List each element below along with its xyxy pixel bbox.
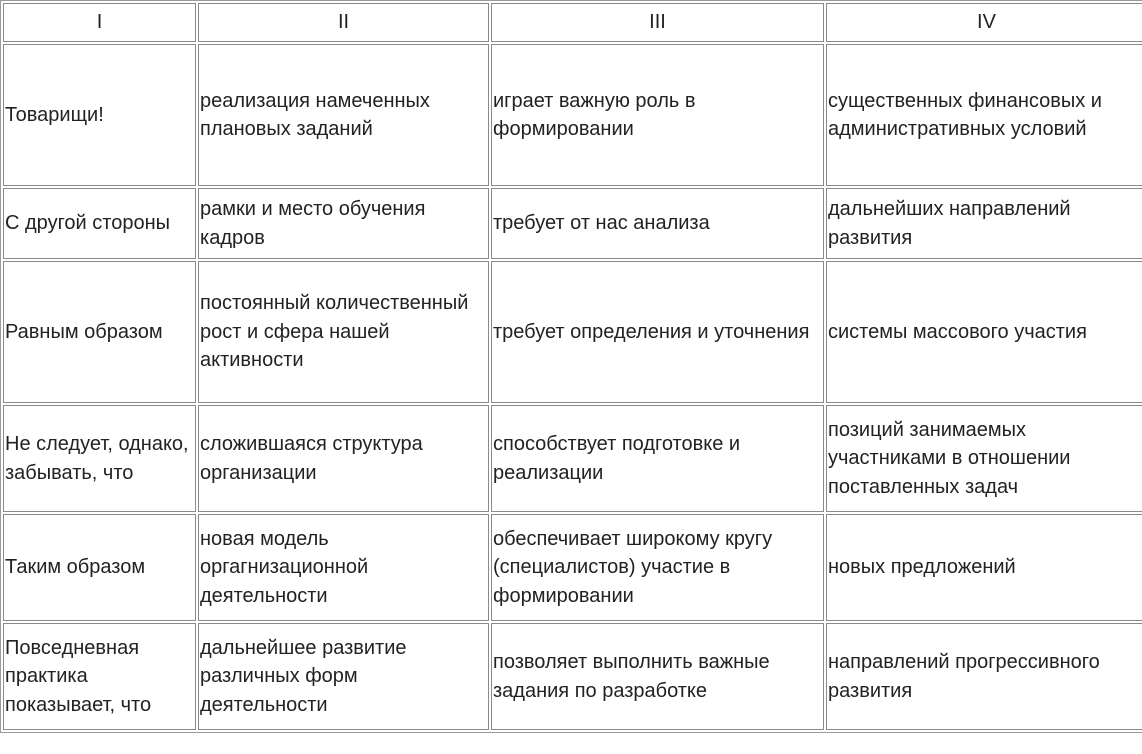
table-row xyxy=(3,514,1142,621)
table-cell: играет важную роль в формировании xyxy=(491,44,824,186)
table-cell: обеспечивает широкому кругу (специалистов) участие в формировании xyxy=(491,514,824,621)
header-cell-2: II xyxy=(198,3,489,42)
header-row xyxy=(3,3,1142,42)
table-cell: Таким образом xyxy=(3,514,196,621)
table-cell: сложившаяся структура организации xyxy=(198,405,489,512)
table-row xyxy=(3,188,1142,259)
table-cell: Повседневная практика показывает, что xyxy=(3,623,196,730)
table-cell: Не следует, однако, забывать, что xyxy=(3,405,196,512)
header-cell-3: III xyxy=(491,3,824,42)
table-row xyxy=(3,405,1142,512)
header-cell-4: IV xyxy=(826,3,1142,42)
table-cell: дальнейшее развитие различных форм деятельности xyxy=(198,623,489,730)
header-cell-1: I xyxy=(3,3,196,42)
table-cell: способствует подготовке и реализации xyxy=(491,405,824,512)
table-row xyxy=(3,623,1142,730)
table-cell: Равным образом xyxy=(3,261,196,403)
table-cell: системы массового участия xyxy=(826,261,1142,403)
table-cell: позволяет выполнить важные задания по разработке xyxy=(491,623,824,730)
table-cell: дальнейших направлений развития xyxy=(826,188,1142,259)
table-cell: требует от нас анализа xyxy=(491,188,824,259)
table-cell: требует определения и уточнения xyxy=(491,261,824,403)
table-cell: реализация намеченных плановых заданий xyxy=(198,44,489,186)
table-cell: новая модель оргагнизационной деятельности xyxy=(198,514,489,621)
table-cell: Товарищи! xyxy=(3,44,196,186)
table-row xyxy=(3,261,1142,403)
table-cell: постоянный количественный рост и сфера нашей активности xyxy=(198,261,489,403)
table-cell: существенных финансовых и административных условий xyxy=(826,44,1142,186)
table-cell: С другой стороны xyxy=(3,188,196,259)
table-cell: рамки и место обучения кадров xyxy=(198,188,489,259)
table-cell: позиций занимаемых участниками в отношении поставленных задач xyxy=(826,405,1142,512)
table-cell: направлений прогрессивного развития xyxy=(826,623,1142,730)
table-row xyxy=(3,44,1142,186)
table-cell: новых предложений xyxy=(826,514,1142,621)
